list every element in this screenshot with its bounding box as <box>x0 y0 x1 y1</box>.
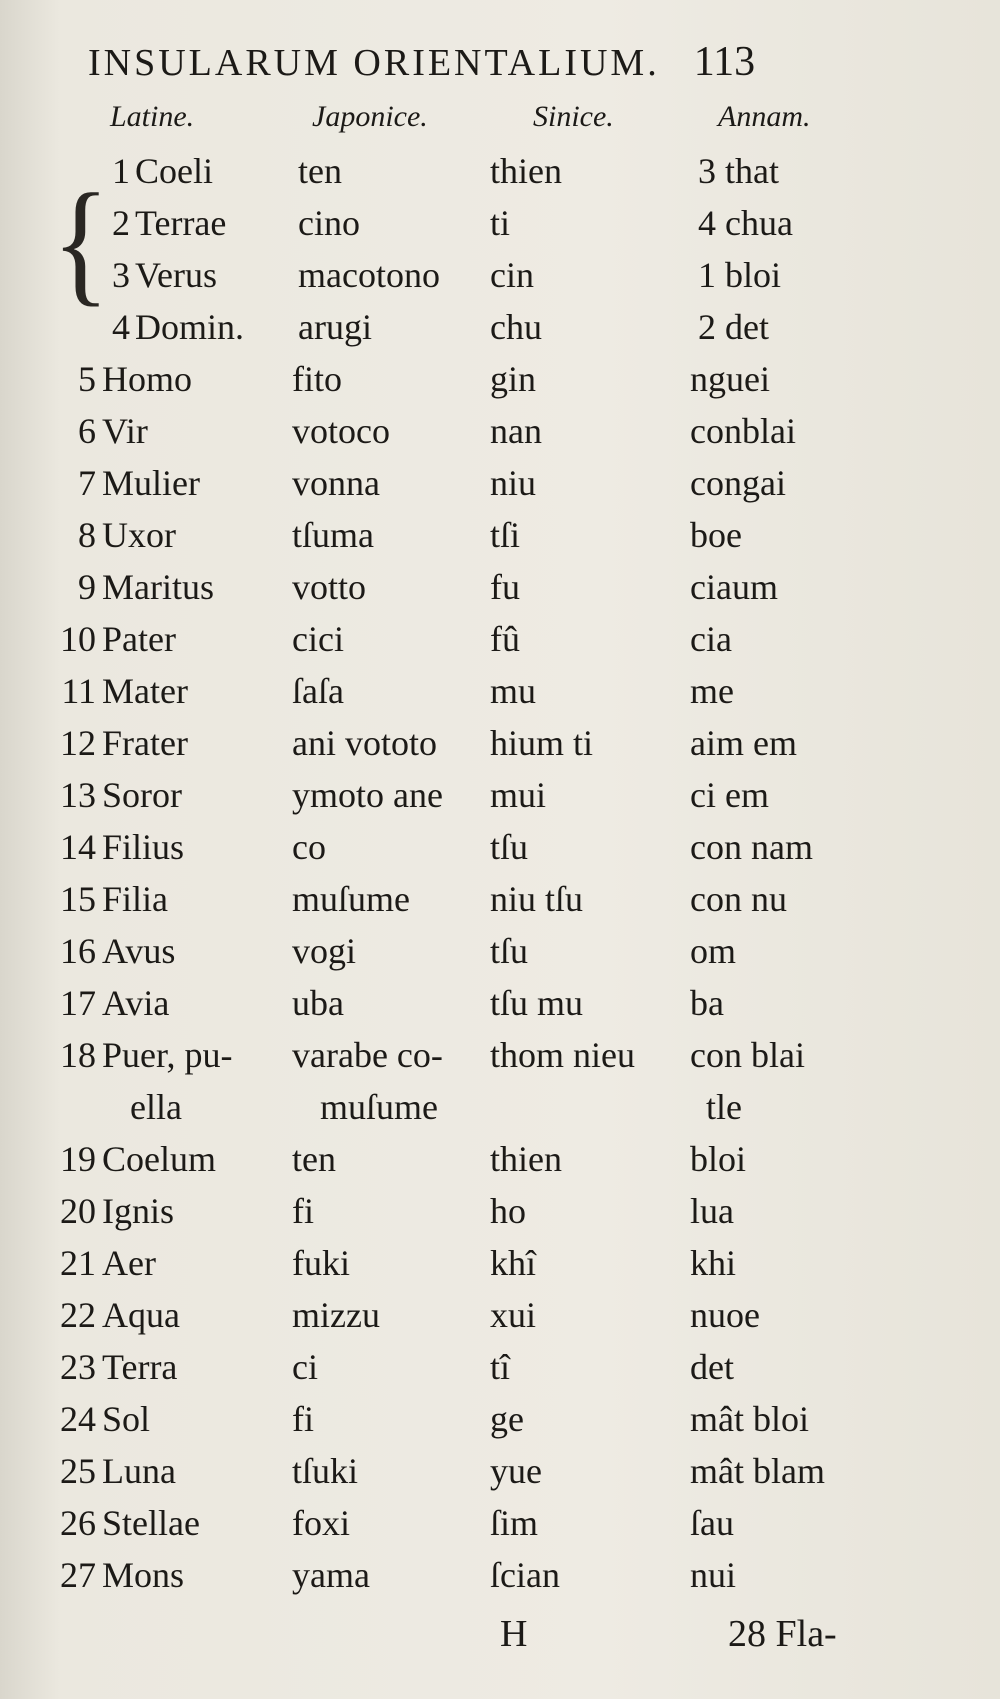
chinese-word: gin <box>490 359 537 399</box>
column-header-japonice: Japonice. <box>312 100 428 133</box>
japanese-word: mizzu <box>292 1295 380 1335</box>
latin-word: Terra <box>102 1347 178 1387</box>
running-head: INSULARUM ORIENTALIUM. <box>88 42 660 84</box>
page-footer <box>0 1612 1000 1662</box>
chinese-word: khî <box>490 1243 537 1283</box>
chinese-word: nan <box>490 411 542 451</box>
column-header-sinice: Sinice. <box>533 100 614 133</box>
entry-number: 16 <box>60 931 96 971</box>
chinese-word: tſi <box>490 515 521 555</box>
japanese-word: ymoto ane <box>292 775 443 815</box>
annamese-word: khi <box>690 1243 737 1283</box>
table-row <box>30 514 970 566</box>
entry-number: 17 <box>60 983 96 1023</box>
table-row <box>30 1554 970 1606</box>
japanese-word: votto <box>292 567 367 607</box>
entry-number: 7 <box>78 463 96 503</box>
japanese-word: cici <box>292 619 344 659</box>
table-row <box>30 1294 970 1346</box>
signature-mark: H <box>500 1613 528 1655</box>
japanese-word: macotono <box>298 255 440 295</box>
chinese-word: yue <box>490 1451 542 1491</box>
table-row <box>30 1398 970 1450</box>
japanese-word: muſume <box>292 879 410 919</box>
chinese-word: thom nieu <box>490 1035 635 1075</box>
japanese-word: vogi <box>292 931 357 971</box>
japanese-word: yama <box>292 1555 370 1595</box>
entry-number: 25 <box>60 1451 96 1491</box>
table-row <box>30 826 970 878</box>
japanese-word: fuki <box>292 1243 350 1283</box>
latin-word: Frater <box>102 723 188 763</box>
chinese-word: tſu <box>490 931 529 971</box>
chinese-word: ſim <box>490 1503 539 1543</box>
latin-word: Ignis <box>102 1191 174 1231</box>
annamese-word: om <box>690 931 737 971</box>
japanese-word: arugi <box>298 307 372 347</box>
annamese-word: 1 bloi <box>698 255 782 295</box>
entry-number: 13 <box>60 775 96 815</box>
chinese-word: tſu mu <box>490 983 584 1023</box>
annamese-word: nguei <box>690 359 770 399</box>
japanese-word: cino <box>298 203 360 243</box>
entry-number: 20 <box>60 1191 96 1231</box>
chinese-word: thien <box>490 151 562 191</box>
japanese-word: co <box>292 827 326 867</box>
japanese-word: tſuma <box>292 515 374 555</box>
entry-number: 27 <box>60 1555 96 1595</box>
latin-word: Filia <box>102 879 169 919</box>
column-header-annam: Annam. <box>718 100 811 133</box>
chinese-word: ho <box>490 1191 526 1231</box>
table-row <box>30 306 970 358</box>
japanese-word: votoco <box>292 411 390 451</box>
japanese-word-continuation: muſume <box>320 1087 438 1127</box>
latin-word: Avus <box>102 931 176 971</box>
latin-word-continuation: ella <box>130 1087 182 1127</box>
japanese-word: vonna <box>292 463 380 503</box>
entry-number: 14 <box>60 827 96 867</box>
table-row <box>30 774 970 826</box>
entry-number: 6 <box>78 411 96 451</box>
entry-number: 2 <box>112 203 130 243</box>
table-row <box>30 878 970 930</box>
entry-number: 18 <box>60 1035 96 1075</box>
annamese-word: con nu <box>690 879 787 919</box>
japanese-word: fito <box>292 359 342 399</box>
latin-word: Avia <box>102 983 170 1023</box>
table-row <box>30 1242 970 1294</box>
latin-word: Luna <box>102 1451 176 1491</box>
annamese-word: ci em <box>690 775 769 815</box>
entry-number: 12 <box>60 723 96 763</box>
annamese-word: conblai <box>690 411 796 451</box>
entry-number: 4 <box>112 307 130 347</box>
annamese-word: con blai <box>690 1035 805 1075</box>
entry-number: 21 <box>60 1243 96 1283</box>
japanese-word: fi <box>292 1191 314 1231</box>
chinese-word: ſcian <box>490 1555 560 1595</box>
annamese-word: bloi <box>690 1139 747 1179</box>
latin-word: Soror <box>102 775 182 815</box>
japanese-word: fi <box>292 1399 314 1439</box>
japanese-word: ten <box>292 1139 336 1179</box>
catchword: 28 Fla- <box>728 1613 837 1655</box>
table-row <box>30 150 970 202</box>
chinese-word: hium ti <box>490 723 594 763</box>
table-row <box>30 670 970 722</box>
latin-word: Filius <box>102 827 185 867</box>
entry-number: 23 <box>60 1347 96 1387</box>
japanese-word: ten <box>298 151 342 191</box>
entry-number: 1 <box>112 151 130 191</box>
chinese-word: thien <box>490 1139 562 1179</box>
entry-number: 15 <box>60 879 96 919</box>
latin-word: Domin. <box>135 307 245 347</box>
annamese-word: cia <box>690 619 732 659</box>
annamese-word: congai <box>690 463 786 503</box>
table-row <box>30 254 970 306</box>
page-header <box>88 38 908 98</box>
latin-word: Mater <box>102 671 188 711</box>
annamese-word: nui <box>690 1555 737 1595</box>
japanese-word: tſuki <box>292 1451 359 1491</box>
chinese-word: niu <box>490 463 537 503</box>
latin-word: Puer, pu- <box>102 1035 233 1075</box>
annamese-word: aim em <box>690 723 797 763</box>
table-row <box>30 462 970 514</box>
entry-number: 5 <box>78 359 96 399</box>
entry-number: 24 <box>60 1399 96 1439</box>
japanese-word: varabe co- <box>292 1035 443 1075</box>
latin-word: Sol <box>102 1399 151 1439</box>
page-number: 113 <box>693 39 756 85</box>
table-row <box>30 930 970 982</box>
annamese-word: 3 that <box>698 151 779 191</box>
table-row <box>30 410 970 462</box>
latin-word: Terrae <box>135 203 227 243</box>
chinese-word: tſu <box>490 827 529 867</box>
chinese-word: tî <box>490 1347 511 1387</box>
chinese-word: xui <box>490 1295 537 1335</box>
latin-word: Coeli <box>135 151 213 191</box>
annamese-word-continuation: tle <box>706 1087 742 1127</box>
japanese-word: foxi <box>292 1503 350 1543</box>
latin-word: Aer <box>102 1243 156 1283</box>
vocabulary-table <box>30 150 970 1606</box>
brace-bracket-icon: { <box>52 164 110 318</box>
table-row <box>30 202 970 254</box>
japanese-word: ſaſa <box>292 671 344 711</box>
chinese-word: mui <box>490 775 547 815</box>
latin-word: Vir <box>102 411 148 451</box>
latin-word: Coelum <box>102 1139 216 1179</box>
latin-word: Verus <box>135 255 217 295</box>
entry-number: 22 <box>60 1295 96 1335</box>
entry-number: 9 <box>78 567 96 607</box>
annamese-word: mât blam <box>690 1451 825 1491</box>
table-row <box>30 982 970 1034</box>
table-row <box>30 566 970 618</box>
table-row <box>30 1346 970 1398</box>
table-row <box>30 1138 970 1190</box>
latin-word: Mulier <box>102 463 200 503</box>
annamese-word: 2 det <box>698 307 769 347</box>
annamese-word: 4 chua <box>698 203 793 243</box>
table-row <box>30 358 970 410</box>
latin-word: Mons <box>102 1555 185 1595</box>
table-row <box>30 1450 970 1502</box>
latin-word: Uxor <box>102 515 176 555</box>
column-header-latine: Latine. <box>110 100 195 133</box>
chinese-word: ge <box>490 1399 524 1439</box>
entry-number: 11 <box>61 671 96 711</box>
japanese-word: ani vototo <box>292 723 437 763</box>
latin-word: Aqua <box>102 1295 180 1335</box>
annamese-word: ciaum <box>690 567 778 607</box>
latin-word: Homo <box>102 359 192 399</box>
annamese-word: det <box>690 1347 734 1387</box>
table-row <box>30 1034 970 1138</box>
annamese-word: ſau <box>690 1503 734 1543</box>
latin-word: Maritus <box>102 567 214 607</box>
annamese-word: boe <box>690 515 742 555</box>
annamese-word: nuoe <box>690 1295 760 1335</box>
entry-number: 19 <box>60 1139 96 1179</box>
chinese-word: ti <box>490 203 511 243</box>
chinese-word: fu <box>490 567 520 607</box>
chinese-word: chu <box>490 307 542 347</box>
latin-word: Pater <box>102 619 176 659</box>
annamese-word: mât bloi <box>690 1399 809 1439</box>
annamese-word: ba <box>690 983 724 1023</box>
japanese-word: ci <box>292 1347 318 1387</box>
entry-number: 26 <box>60 1503 96 1543</box>
table-row <box>30 618 970 670</box>
chinese-word: fû <box>490 619 520 659</box>
annamese-word: con nam <box>690 827 813 867</box>
chinese-word: cin <box>490 255 534 295</box>
chinese-word: mu <box>490 671 537 711</box>
annamese-word: lua <box>690 1191 734 1231</box>
japanese-word: uba <box>292 983 344 1023</box>
table-row <box>30 1190 970 1242</box>
table-row <box>30 722 970 774</box>
table-row <box>30 1502 970 1554</box>
latin-word: Stellae <box>102 1503 200 1543</box>
entry-number: 3 <box>112 255 130 295</box>
entry-number: 8 <box>78 515 96 555</box>
entry-number: 10 <box>60 619 96 659</box>
chinese-word: niu tſu <box>490 879 584 919</box>
annamese-word: me <box>690 671 734 711</box>
